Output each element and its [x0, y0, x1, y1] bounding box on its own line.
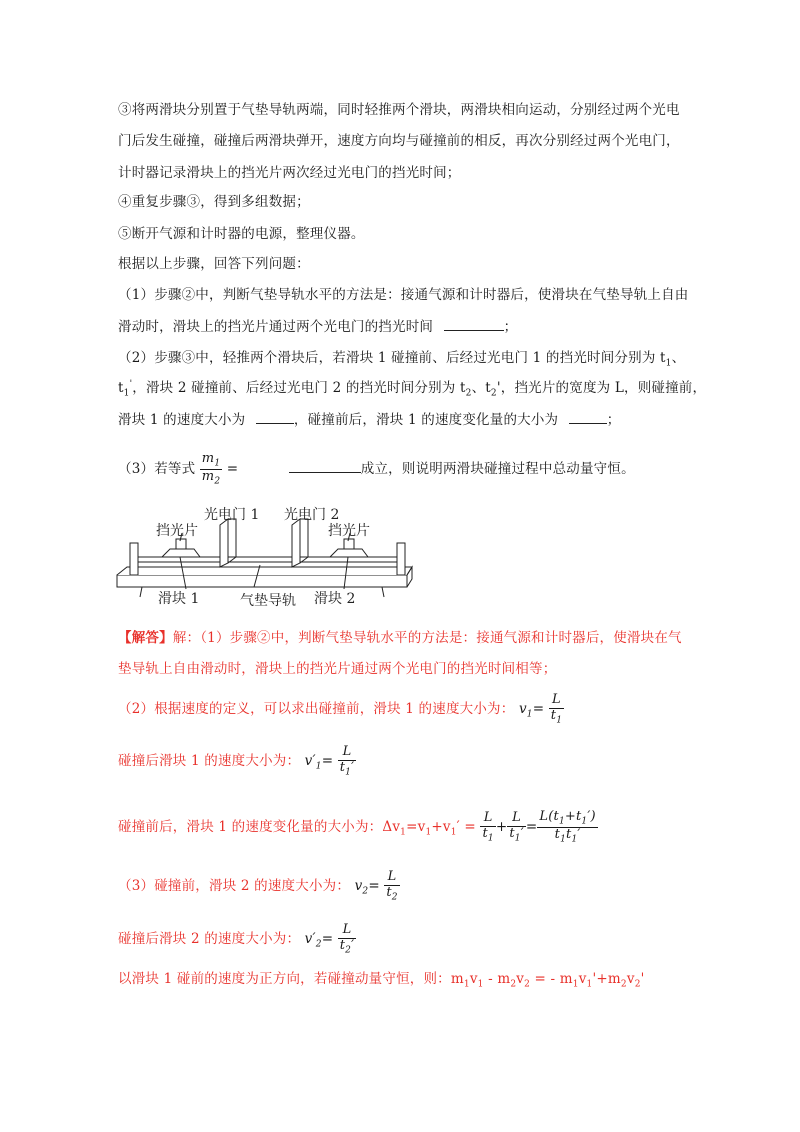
q2-t2p-sub: 2 — [490, 388, 497, 399]
step3-line3: 计时器记录滑块上的挡光片两次经过光电门的挡光时间； — [118, 165, 461, 181]
v1p-fraction: $\frac{L}{t_1'}$ — [339, 744, 355, 778]
dv-frac-2: $\frac{L}{t_1'}$ — [509, 810, 524, 844]
q2-line1-text: （2）步骤③中，轻推两个滑块后，若滑块 1 碰撞前、后经过光电门 1 的挡光时间分别为 t — [118, 350, 666, 366]
v1-symbol: $v_1=$ — [518, 700, 545, 720]
q2-comma: 、 — [671, 350, 686, 366]
q2-line1 — [118, 346, 685, 369]
a2-l1-text: （2）根据速度的定义，可以求出碰撞前，滑块 1 的速度大小为： — [118, 700, 515, 717]
answer-tag: 【解答】 — [118, 630, 173, 646]
q2-blank-1[interactable] — [256, 423, 294, 424]
q3-mass-ratio — [200, 452, 222, 487]
q1-line1: （1）步骤②中，判断气垫导轨水平的方法是：接通气源和计时器后，使滑块在气垫导轨上自由 — [118, 287, 689, 303]
q2-t2-sub: 2 — [465, 388, 472, 399]
dv-frac-3: $\frac{L(t_1+t_1')}{t_1t_1'}$ — [539, 809, 596, 845]
a3-l2-text: 碰撞后滑块 2 的速度大小为： — [118, 930, 301, 947]
q3-eq: = — [222, 460, 239, 477]
label-shade-right: 挡光片 — [328, 523, 370, 539]
answer-line2: 垫导轨上自由滑动时，滑块上的挡光片通过两个光电门的挡光时间相等； — [118, 661, 557, 677]
answer-a2-line3: 碰撞前后，滑块 1 的速度变化量的大小为：$\Delta v_1=v_1+v_1'$ = $\frac{L}{t_1}$ + $\frac{L}{t_1'}$ = $\frac{L(t_1+t_1')}{t_1t_1'}$ — [118, 809, 596, 845]
q3-suffix: 成立，则说明两滑块碰撞过程中总动量守恒。 — [360, 460, 635, 477]
dv-frac-1: $\frac{L}{t_1}$ — [482, 810, 494, 844]
q2-sub: 1 — [665, 358, 672, 369]
q1-answer-blank[interactable] — [444, 330, 504, 331]
v2p-fraction: $\frac{L}{t_2'}$ — [339, 922, 355, 956]
v2p-symbol: $v'_2=$ — [304, 930, 334, 950]
a2-l3-text: 碰撞前后，滑块 1 的速度变化量的大小为：Δv — [118, 818, 401, 835]
q2-line3-end: ； — [606, 412, 621, 428]
q2-line2-sep: 、t — [471, 380, 491, 396]
q2-t1: t — [118, 380, 124, 396]
q2-line3-mid: ，碰撞前后，滑块 1 的速度变化量的大小为 — [293, 412, 559, 428]
step4: ④重复步骤③，得到多组数据； — [118, 194, 310, 210]
answer-a2-line1 — [118, 693, 564, 726]
label-gate2: 光电门 2 — [284, 507, 340, 523]
q3-num: m — [201, 451, 215, 466]
q2-line2 — [118, 376, 706, 399]
q1-text: 滑动时，滑块上的挡光片通过两个光电门的挡光时间 — [118, 319, 434, 335]
step3-line2: 门后发生碰撞，碰撞后两滑块弹开，速度方向均与碰撞前的相反，再次分别经过两个光电门， — [118, 133, 680, 149]
label-shade-left: 挡光片 — [156, 523, 198, 539]
answer-a3-line3: 以滑块 1 碰前的速度为正方向，若碰撞动量守恒，则：$m_1v_1 - m_2v_2$ = - $m_1v_1'+m_2v_2'$ — [118, 971, 645, 990]
answer-line1 — [118, 626, 682, 646]
step5: ⑤断开气源和计时器的电源，整理仪器。 — [118, 226, 365, 242]
answer-a3-line2 — [118, 923, 356, 956]
q3-num-sub: 1 — [214, 458, 221, 469]
q3-den-sub: 2 — [214, 476, 221, 487]
v2-fraction: $\frac{L}{t_2}$ — [386, 869, 398, 903]
answer-a3-line1 — [118, 870, 400, 903]
a3-l1-text: （3）碰撞前，滑块 2 的速度大小为： — [118, 877, 351, 894]
answer-a1-l1: 解：（1）步骤②中，判断气垫导轨水平的方法是：接通气源和计时器后，使滑块在气 — [172, 630, 682, 646]
q2-t1-sub: 1 — [123, 388, 130, 399]
q3-answer-blank[interactable] — [289, 472, 361, 473]
q1-end: ； — [503, 319, 518, 335]
label-track: 气垫导轨 — [240, 593, 296, 609]
q2-line2-end: '，挡光片的宽度为 L，则碰撞前， — [496, 380, 707, 396]
q2-t1-prime: ' — [129, 379, 133, 390]
q1-line2 — [118, 315, 517, 335]
q2-line3 — [118, 408, 620, 428]
q2-line2-text: ，滑块 2 碰撞前、后经过光电门 2 的挡光时间分别为 t — [132, 380, 466, 396]
answer-a2-line2 — [118, 745, 356, 778]
a2-l2-text: 碰撞后滑块 1 的速度大小为： — [118, 752, 301, 769]
q2-line3-text: 滑块 1 的速度大小为 — [118, 412, 246, 428]
q3-line — [118, 452, 635, 487]
label-slider2: 滑块 2 — [314, 591, 356, 607]
questions-intro: 根据以上步骤，回答下列问题： — [118, 256, 310, 272]
q2-blank-2[interactable] — [569, 423, 607, 424]
step3-line1: ③将两滑块分别置于气垫导轨两端，同时轻推两个滑块，两滑块相向运动，分别经过两个光电 — [118, 102, 680, 118]
v1-fraction: $\frac{L}{t_1}$ — [550, 692, 563, 726]
label-gate1: 光电门 1 — [204, 507, 260, 523]
q3-den: m — [201, 468, 215, 484]
v2-symbol: $v_2=$ — [354, 877, 380, 897]
q3-prefix: （3）若等式 — [118, 460, 196, 477]
air-track-diagram — [112, 505, 422, 610]
label-slider1: 滑块 1 — [158, 591, 200, 607]
v1p-symbol: $v'_1=$ — [304, 752, 334, 772]
